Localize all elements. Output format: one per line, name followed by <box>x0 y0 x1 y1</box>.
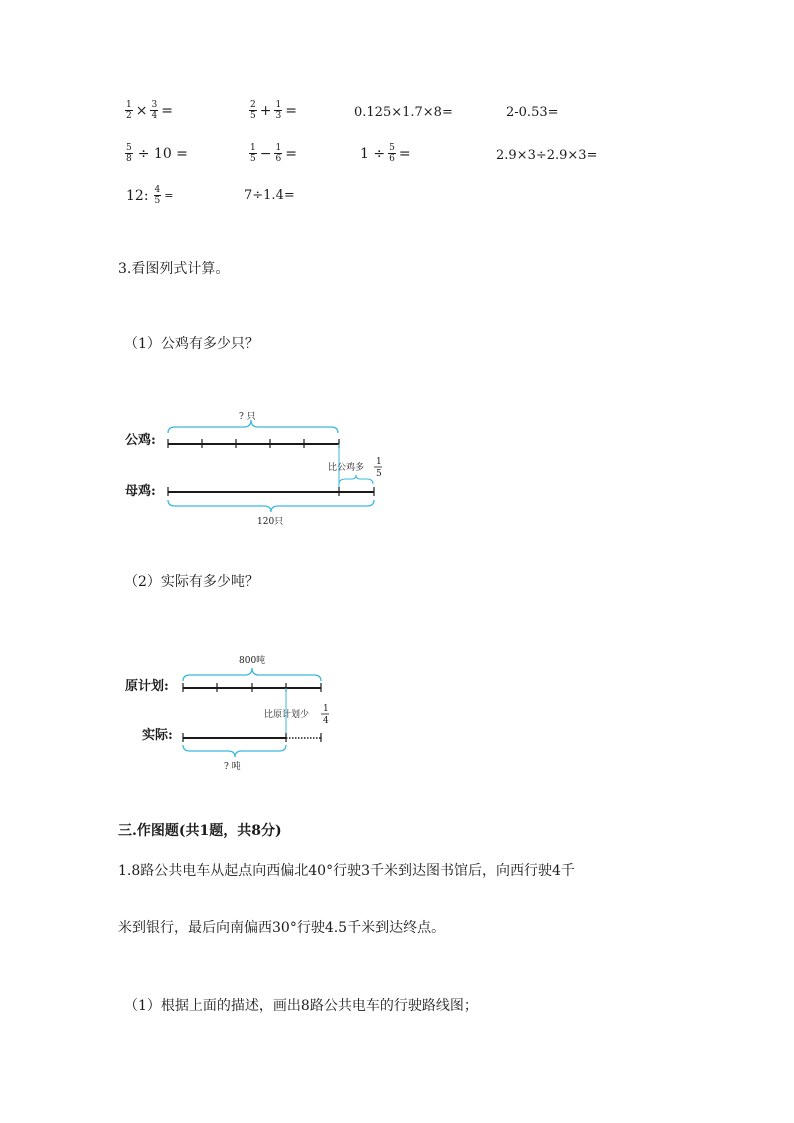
bottom-brace-label: 120只 <box>257 517 284 527</box>
plan-diagram <box>120 648 360 778</box>
part-heading: 三.作图题(共1题，共8分) <box>118 823 282 839</box>
annotation-text: 比原计划少 <box>264 710 310 720</box>
question-text-line-1: 1.8路公共电车从起点向西偏北40°行驶3千米到达图书馆后，向西行驶4千 <box>118 863 575 879</box>
calc-2-3: 1 ÷ $\frac{5}{6}$ = <box>360 143 411 164</box>
fraction: $\frac{2}{5}$ <box>250 100 256 121</box>
svg-text:5: 5 <box>376 469 382 479</box>
actual-label: 实际: <box>142 728 173 743</box>
calc-1-4: 2-0.53= <box>506 105 559 120</box>
svg-text:4: 4 <box>323 716 329 726</box>
calc-2-2: $\frac{1}{5}$ − $\frac{1}{6}$ = <box>250 143 297 164</box>
calc-3-1: 12: $\frac{4}{5}$ = <box>126 185 174 206</box>
fraction: $\frac{5}{8}$ <box>126 143 132 164</box>
calc-2-4: 2.9×3÷2.9×3= <box>496 148 598 163</box>
plan-label: 原计划: <box>125 679 169 694</box>
top-brace-label: ? 只 <box>239 412 256 422</box>
fraction: $\frac{5}{6}$ <box>389 143 395 164</box>
section-title: 3.看图列式计算。 <box>118 261 230 277</box>
top-brace <box>183 668 321 681</box>
extra-brace <box>339 475 373 484</box>
top-brace-label: 800吨 <box>239 656 266 666</box>
svg-text:1: 1 <box>323 704 329 714</box>
calc-2-1: $\frac{5}{8}$ ÷ 10 = <box>126 143 188 164</box>
calc-1-3: 0.125×1.7×8= <box>354 105 453 120</box>
svg-text:1: 1 <box>376 457 382 467</box>
bottom-brace-label: ? 吨 <box>224 762 241 772</box>
bottom-brace <box>168 500 374 512</box>
fraction: $\frac{1}{2}$ <box>126 100 132 121</box>
calc-1-2: $\frac{2}{5}$ + $\frac{1}{3}$ = <box>250 100 297 121</box>
fraction: $\frac{1}{3}$ <box>275 100 282 121</box>
question-2-label: （2）实际有多少吨？ <box>124 574 259 590</box>
chicken-diagram <box>120 400 400 530</box>
fraction: $\frac{4}{5}$ <box>154 185 161 206</box>
fraction: $\frac{1}{6}$ <box>275 143 282 164</box>
calc-1-1: $\frac{1}{2}$ × $\frac{3}{4}$ = <box>126 100 173 121</box>
hen-label: 母鸡: <box>125 484 156 499</box>
sub-question-1: （1）根据上面的描述，画出8路公共电车的行驶路线图； <box>124 998 478 1014</box>
calc-3-2: 7÷1.4= <box>244 188 295 203</box>
bottom-brace <box>183 745 286 757</box>
fraction: $\frac{1}{5}$ <box>250 143 256 164</box>
annotation-text: 比公鸡多 <box>328 463 365 473</box>
question-text-line-2: 米到银行，最后向南偏西30°行驶4.5千米到达终点。 <box>118 920 446 936</box>
rooster-label: 公鸡: <box>125 433 156 448</box>
question-1-label: （1）公鸡有多少只？ <box>124 336 259 352</box>
fraction: $\frac{3}{4}$ <box>151 100 158 121</box>
